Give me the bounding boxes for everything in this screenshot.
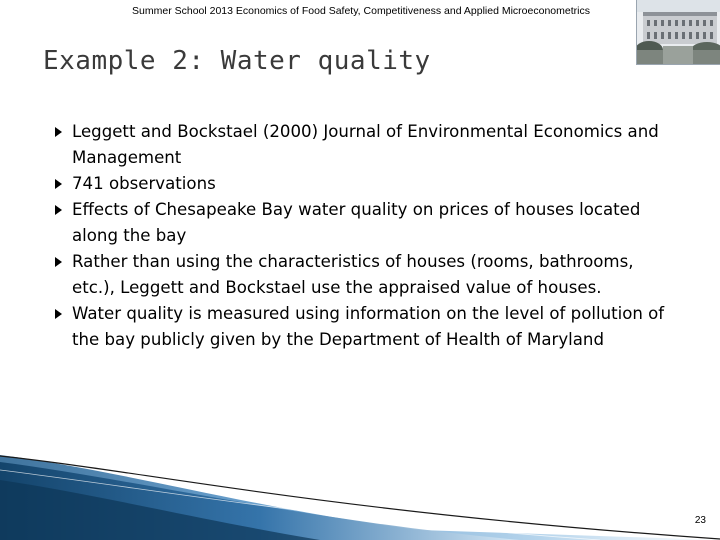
bullet-text: Leggett and Bockstael (2000) Journal of Environmental Economics and Management — [72, 122, 659, 167]
decorative-swoosh — [0, 440, 720, 540]
page-number: 23 — [694, 515, 706, 526]
bullet-arrow-icon — [55, 205, 62, 215]
bullet-arrow-icon — [55, 257, 62, 267]
bullet-text: 741 observations — [72, 174, 216, 193]
bullet-text: Rather than using the characteristics of houses (rooms, bathrooms, etc.), Leggett and Bockstael use the appraised value of houses. — [72, 252, 634, 297]
bullet-item — [52, 197, 672, 249]
bullet-item — [52, 171, 672, 197]
building-photo-icon — [637, 0, 720, 64]
slide-title: Example 2: Water quality — [43, 46, 431, 76]
bullet-arrow-icon — [55, 309, 62, 319]
bullet-text: Water quality is measured using information on the level of pollution of the bay publicly given by the Department of Health of Maryland — [72, 304, 665, 349]
bullet-item — [52, 301, 672, 353]
bullet-text: Effects of Chesapeake Bay water quality on prices of houses located along the bay — [72, 200, 641, 245]
header-text: Summer School 2013 Economics of Food Safety, Competitiveness and Applied Microeconometrics — [132, 5, 590, 17]
bullet-item — [52, 119, 672, 171]
bullet-item — [52, 249, 672, 301]
bullet-arrow-icon — [55, 127, 62, 137]
bullet-list — [52, 119, 672, 353]
header-photo — [636, 0, 720, 65]
bullet-arrow-icon — [55, 179, 62, 189]
